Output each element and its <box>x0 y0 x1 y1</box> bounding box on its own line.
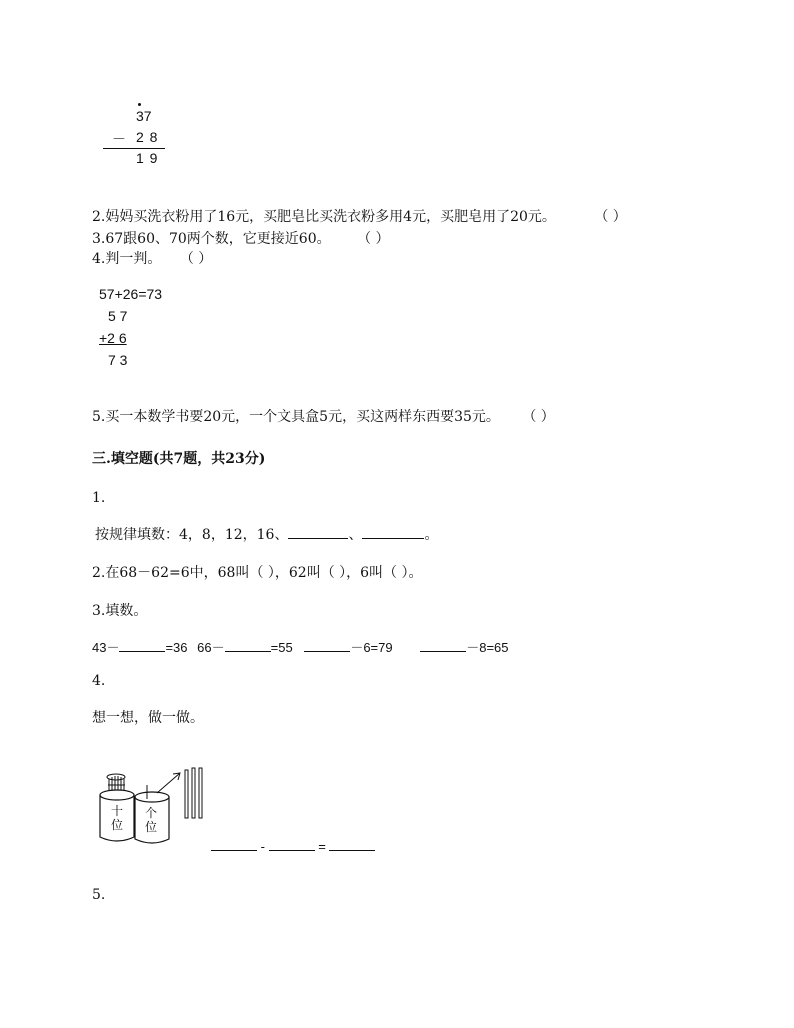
judge-question-3 <box>92 228 390 248</box>
section-3-heading: 三.填空题(共7题，共23分) <box>92 451 266 467</box>
fill-q3-a: 43－ <box>92 640 120 655</box>
tens-label-text: 十位 <box>110 804 123 832</box>
ones-label-text: 个位 <box>144 806 157 834</box>
fill-q3-title: 3.填数。 <box>92 603 148 619</box>
fill-q4-blank-1[interactable] <box>211 838 257 851</box>
fill-q5-number: 5. <box>92 887 106 903</box>
fill-q1-sep: 、 <box>348 527 363 543</box>
judge-q4-paren[interactable]: （ ） <box>179 251 213 267</box>
vertical-minus-sign: － <box>112 131 126 147</box>
judge-q4-equation: 57+26=73 <box>99 286 163 302</box>
fill-q1-text: 按规律填数：4，8，12，16、 <box>95 527 289 543</box>
fill-q1-end: 。 <box>424 527 439 543</box>
carry-dot <box>138 103 141 106</box>
fill-q3-blank-3[interactable] <box>304 639 350 652</box>
judge-q5-paren[interactable]: （ ） <box>522 409 555 425</box>
fill-q3-d: =55 <box>270 640 293 655</box>
judge-q4-row1: 5 7 <box>108 308 128 324</box>
fill-q1-blank-1[interactable] <box>288 526 348 539</box>
fill-q1-number: 1. <box>92 490 106 506</box>
judge-q3-paren[interactable]: （ ） <box>357 231 390 247</box>
fill-q3-f: －8=65 <box>466 640 509 655</box>
vertical-top-number: 37 <box>136 108 152 124</box>
vertical-result: 1 9 <box>136 150 159 166</box>
judge-q4-text: 4.判一判。 <box>92 251 162 267</box>
judge-question-5 <box>92 406 555 426</box>
fill-q3-b: =36 <box>165 640 188 655</box>
fill-q2: 2.在68－62=6中，68叫（ ），62叫（ ），6叫（ ）。 <box>92 565 423 581</box>
fill-q3-blank-2[interactable] <box>225 639 271 652</box>
vertical-subtrahend: 2 8 <box>136 129 159 145</box>
fill-q4-minus: - <box>260 839 265 854</box>
judge-q5-text: 5.买一本数学书要20元，一个文具盒5元，买这两样东西要35元。 <box>92 409 500 425</box>
fill-q1-line <box>95 524 438 544</box>
ones-label <box>143 806 159 834</box>
judge-question-4 <box>92 248 212 268</box>
judge-q3-text: 3.67跟60、70两个数，它更接近60。 <box>92 231 331 247</box>
judge-q2-text: 2.妈妈买洗衣粉用了16元，买肥皂比买洗衣粉多用4元，买肥皂用了20元。 <box>92 209 556 225</box>
fill-q4-text: 想一想，做一做。 <box>92 710 204 726</box>
fill-q3-row <box>92 637 509 656</box>
judge-q4-row2: +2 6 <box>99 330 127 346</box>
judge-q2-paren[interactable]: （ ） <box>594 209 627 225</box>
loose-sticks-icon <box>185 768 202 818</box>
fill-q4-blank-3[interactable] <box>329 838 375 851</box>
judge-question-2 <box>92 206 627 226</box>
tens-label <box>109 804 125 832</box>
fill-q3-e: －6=79 <box>350 640 393 655</box>
fill-q3-blank-1[interactable] <box>119 639 165 652</box>
fill-q4-equation <box>211 838 375 854</box>
vertical-line <box>103 148 165 149</box>
judge-q4-row3: 7 3 <box>108 352 128 368</box>
fill-q1-blank-2[interactable] <box>362 526 424 539</box>
fill-q4-blank-2[interactable] <box>269 838 315 851</box>
fill-q3-c: 66－ <box>197 640 225 655</box>
fill-q3-blank-4[interactable] <box>420 639 466 652</box>
fill-q4-eq: = <box>318 839 326 854</box>
fill-q4-number: 4. <box>92 673 106 689</box>
